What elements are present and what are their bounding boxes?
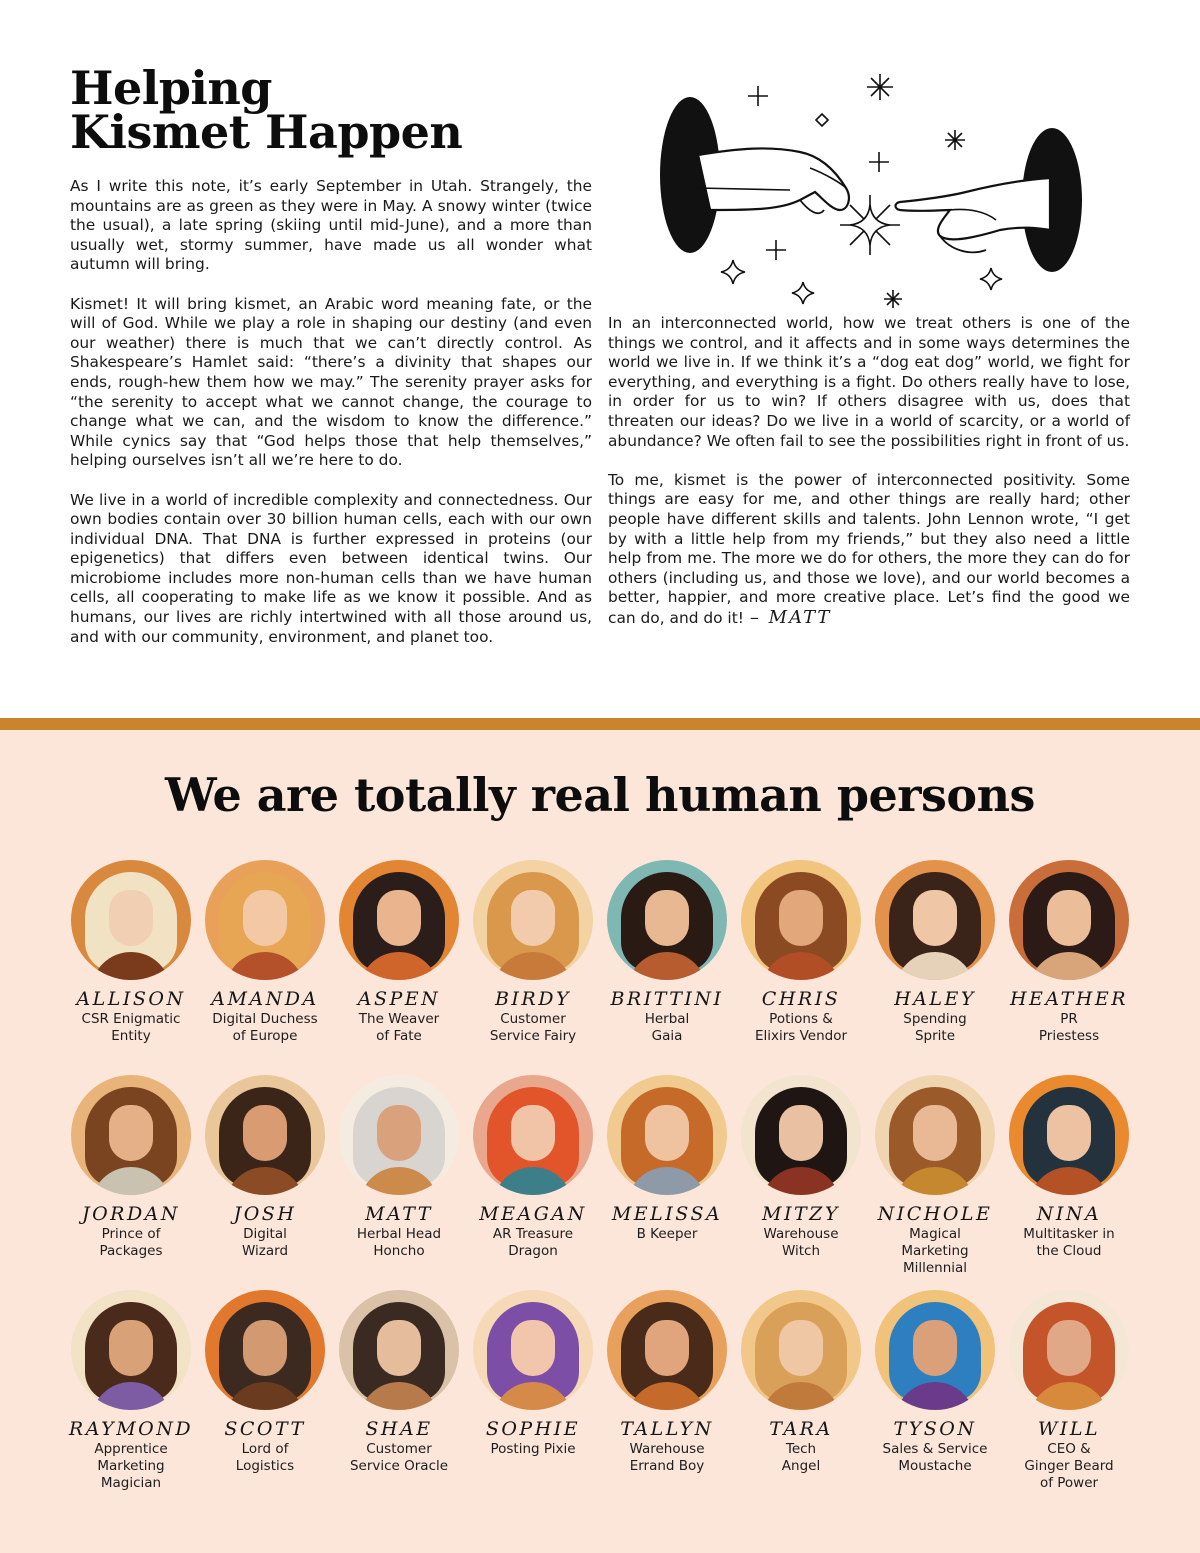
member-name: SCOTT (224, 1418, 306, 1440)
member-name: MEAGAN (479, 1203, 587, 1225)
member-role: of Europe (232, 1028, 298, 1044)
avatar-face (779, 1105, 823, 1161)
team-member-card (466, 1075, 600, 1259)
member-name: CHRIS (761, 988, 841, 1010)
reaching-hands-illustration (650, 60, 1100, 310)
team-section (0, 730, 1200, 1553)
member-role: Digital (243, 1226, 287, 1242)
avatar-face (779, 1320, 823, 1376)
avatar (875, 1290, 995, 1410)
avatar (1009, 1290, 1129, 1410)
team-member-card (198, 1075, 332, 1259)
team-member-card (332, 1290, 466, 1474)
member-role: Moustache (898, 1458, 972, 1474)
member-role: Spending (903, 1011, 967, 1027)
member-name: JOSH (233, 1203, 297, 1225)
member-role: AR Treasure (492, 1226, 574, 1242)
paragraph: In an interconnected world, how we treat others is one of the things we control, and it affects and in some ways determines the world we live in. If we think it’s a “dog eat dog” world, we fight for everything, and everything is a fight. Do others really have to lose, in order for us to win? If others disagree with us, does that threaten our ideas? Do we live in a world of scarcity, or a world of abundance? We often fail to see the possibilities right in front of us. (608, 314, 1130, 450)
member-role: Dragon (508, 1243, 558, 1259)
member-role: the Cloud (1036, 1243, 1102, 1259)
member-name: TALLYN (620, 1418, 714, 1440)
avatar-face (377, 1105, 421, 1161)
avatar-face (1047, 1105, 1091, 1161)
member-name: SOPHIE (485, 1418, 581, 1440)
member-role: PR (1060, 1011, 1078, 1027)
member-role: of Power (1039, 1475, 1099, 1491)
member-role: Sales & Service (882, 1441, 988, 1457)
article-title (70, 61, 590, 159)
article-section (0, 0, 1200, 718)
avatar (339, 860, 459, 980)
avatar (1009, 1075, 1129, 1195)
team-member-card (868, 860, 1002, 1044)
member-role: Service Fairy (489, 1028, 577, 1044)
member-role: Lord of (241, 1441, 289, 1457)
member-name: BRITTINI (610, 988, 724, 1010)
member-name: TYSON (893, 1418, 977, 1440)
team-member-card (1002, 1290, 1136, 1491)
member-role: Tech (785, 1441, 817, 1457)
avatar (607, 1290, 727, 1410)
avatar-face (243, 1105, 287, 1161)
avatar (339, 1075, 459, 1195)
title-line-1: Helping (70, 61, 272, 115)
avatar (473, 1075, 593, 1195)
article-column-left (70, 177, 592, 667)
paragraph: We live in a world of incredible complexity and connectedness. Our own bodies contain over 30 billion human cells, each with our own individual DNA. That DNA is further expressed in proteins (our epigenetics) that differs even between identical twins. Our microbiome includes more non-human cells than we have human cells, all cooperating to make life as we know it possible. And as humans, our lives are richly intertwined with all those around us, and with our community, environment, and planet too. (70, 490, 592, 646)
avatar-face (511, 890, 555, 946)
team-member-card (332, 1075, 466, 1259)
member-role: Honcho (373, 1243, 425, 1259)
member-role: Prince of (101, 1226, 161, 1242)
avatar-face (109, 1105, 153, 1161)
member-role: Herbal Head (356, 1226, 442, 1242)
team-member-card (734, 1075, 868, 1259)
avatar (71, 1075, 191, 1195)
member-name: JORDAN (81, 1203, 181, 1225)
title-line-2: Kismet Happen (70, 105, 463, 159)
member-role: Warehouse (629, 1441, 705, 1457)
member-name: ALLISON (76, 988, 186, 1010)
team-member-card (600, 1075, 734, 1242)
avatar-face (779, 890, 823, 946)
avatar (875, 860, 995, 980)
avatar (607, 860, 727, 980)
member-role: Multitasker in (1023, 1226, 1115, 1242)
avatar (741, 1290, 861, 1410)
paragraph-text: To me, kismet is the power of interconnected positivity. Some things are easy for me, and other things are really hard; other people have different skills and talents. John Lennon wrote, “I get by with a little help from my friends,” but they also need a little help from me. The more we do for others, the more they can do for others (including us, and those we love), and our world becomes a better, happier, and more creative place. Let’s find the good we can do, and do it! (608, 470, 1130, 627)
team-member-card (332, 860, 466, 1044)
member-role: CEO & (1047, 1441, 1091, 1457)
member-role: Magician (100, 1475, 162, 1491)
member-role: Posting Pixie (490, 1441, 576, 1457)
paragraph (608, 471, 1130, 629)
avatar-face (243, 1320, 287, 1376)
team-member-card (64, 1290, 198, 1491)
avatar-face (243, 890, 287, 946)
section-divider (0, 718, 1200, 730)
team-member-card (868, 1290, 1002, 1474)
avatar-face (377, 1320, 421, 1376)
signature: – MATT (749, 606, 832, 628)
avatar-face (377, 890, 421, 946)
avatar-face (645, 1320, 689, 1376)
avatar (607, 1075, 727, 1195)
member-role: B Keeper (636, 1226, 698, 1242)
avatar-face (109, 1320, 153, 1376)
avatar (71, 860, 191, 980)
member-name: BIRDY (494, 988, 572, 1010)
team-member-card (600, 1290, 734, 1474)
avatar-face (913, 1320, 957, 1376)
member-role: Elixirs Vendor (754, 1028, 848, 1044)
member-role: Sprite (914, 1028, 956, 1044)
member-name: AMANDA (211, 988, 319, 1010)
member-role: Herbal (644, 1011, 690, 1027)
team-member-card (734, 860, 868, 1044)
member-role: of Fate (376, 1028, 422, 1044)
member-name: TARA (769, 1418, 833, 1440)
member-role: Priestess (1038, 1028, 1100, 1044)
avatar-face (511, 1320, 555, 1376)
member-role: Marketing (97, 1458, 165, 1474)
member-role: CSR Enigmatic (81, 1011, 181, 1027)
member-role: Millennial (902, 1260, 968, 1276)
team-member-card (868, 1075, 1002, 1276)
article-column-right (608, 314, 1130, 648)
team-member-card (198, 860, 332, 1044)
team-member-card (600, 860, 734, 1044)
member-role: Witch (781, 1243, 821, 1259)
avatar (205, 1290, 325, 1410)
avatar-face (109, 890, 153, 946)
member-role: Service Oracle (349, 1458, 449, 1474)
member-name: WILL (1037, 1418, 1101, 1440)
avatar (1009, 860, 1129, 980)
avatar (473, 1290, 593, 1410)
member-role: Customer (366, 1441, 432, 1457)
member-name: MATT (365, 1203, 433, 1225)
member-name: RAYMOND (68, 1418, 194, 1440)
team-member-card (466, 860, 600, 1044)
member-role: Ginger Beard (1024, 1458, 1114, 1474)
member-role: Customer (500, 1011, 566, 1027)
team-member-card (64, 860, 198, 1044)
avatar (205, 860, 325, 980)
avatar (741, 860, 861, 980)
member-role: Digital Duchess (212, 1011, 318, 1027)
member-role: Potions & (769, 1011, 833, 1027)
team-member-card (1002, 860, 1136, 1044)
team-member-card (734, 1290, 868, 1474)
member-role: Logistics (235, 1458, 295, 1474)
member-role: Magical (909, 1226, 961, 1242)
avatar-face (645, 890, 689, 946)
team-member-card (466, 1290, 600, 1457)
member-name: NINA (1036, 1203, 1102, 1225)
member-name: MELISSA (611, 1203, 723, 1225)
avatar (875, 1075, 995, 1195)
member-name: HALEY (894, 988, 976, 1010)
member-name: ASPEN (357, 988, 441, 1010)
avatar-face (1047, 1320, 1091, 1376)
member-role: Warehouse (763, 1226, 839, 1242)
member-role: Entity (111, 1028, 151, 1044)
member-name: MITZY (762, 1203, 840, 1225)
avatar (205, 1075, 325, 1195)
avatar-face (1047, 890, 1091, 946)
avatar-face (913, 1105, 957, 1161)
team-title: We are totally real human persons (165, 768, 1035, 822)
team-member-card (1002, 1075, 1136, 1259)
member-role: The Weaver (358, 1011, 440, 1027)
member-role: Apprentice (94, 1441, 168, 1457)
team-member-card (198, 1290, 332, 1474)
paragraph: Kismet! It will bring kismet, an Arabic word meaning fate, or the will of God. While we play a role in shaping our destiny (and even our weather) there is much that we can’t directly control. As Shakespeare’s Hamlet said: “there’s a divinity that shapes our ends, rough-hew them how we may.” The serenity prayer asks for “the serenity to accept what we cannot change, the courage to change what we can, and the wisdom to know the difference.” While cynics say that “God helps those that help themselves,” helping ourselves isn’t all we’re here to do. (70, 294, 592, 470)
member-role: Errand Boy (629, 1458, 705, 1474)
member-name: SHAE (365, 1418, 433, 1440)
member-role: Marketing (901, 1243, 969, 1259)
member-name: HEATHER (1009, 988, 1129, 1010)
member-role: Wizard (241, 1243, 289, 1259)
avatar (339, 1290, 459, 1410)
avatar (71, 1290, 191, 1410)
team-member-card (64, 1075, 198, 1259)
avatar-face (511, 1105, 555, 1161)
member-role: Packages (99, 1243, 163, 1259)
member-role: Gaia (651, 1028, 683, 1044)
avatar-face (913, 890, 957, 946)
member-name: NICHOLE (877, 1203, 993, 1225)
avatar (741, 1075, 861, 1195)
paragraph: As I write this note, it’s early September in Utah. Strangely, the mountains are as green as they were in May. A snowy winter (twice the usual), a late spring (skiing until mid-June), and a more than usually wet, stormy summer, have made us all wonder what autumn will bring. (70, 177, 592, 274)
member-role: Angel (781, 1458, 821, 1474)
avatar (473, 860, 593, 980)
avatar-face (645, 1105, 689, 1161)
